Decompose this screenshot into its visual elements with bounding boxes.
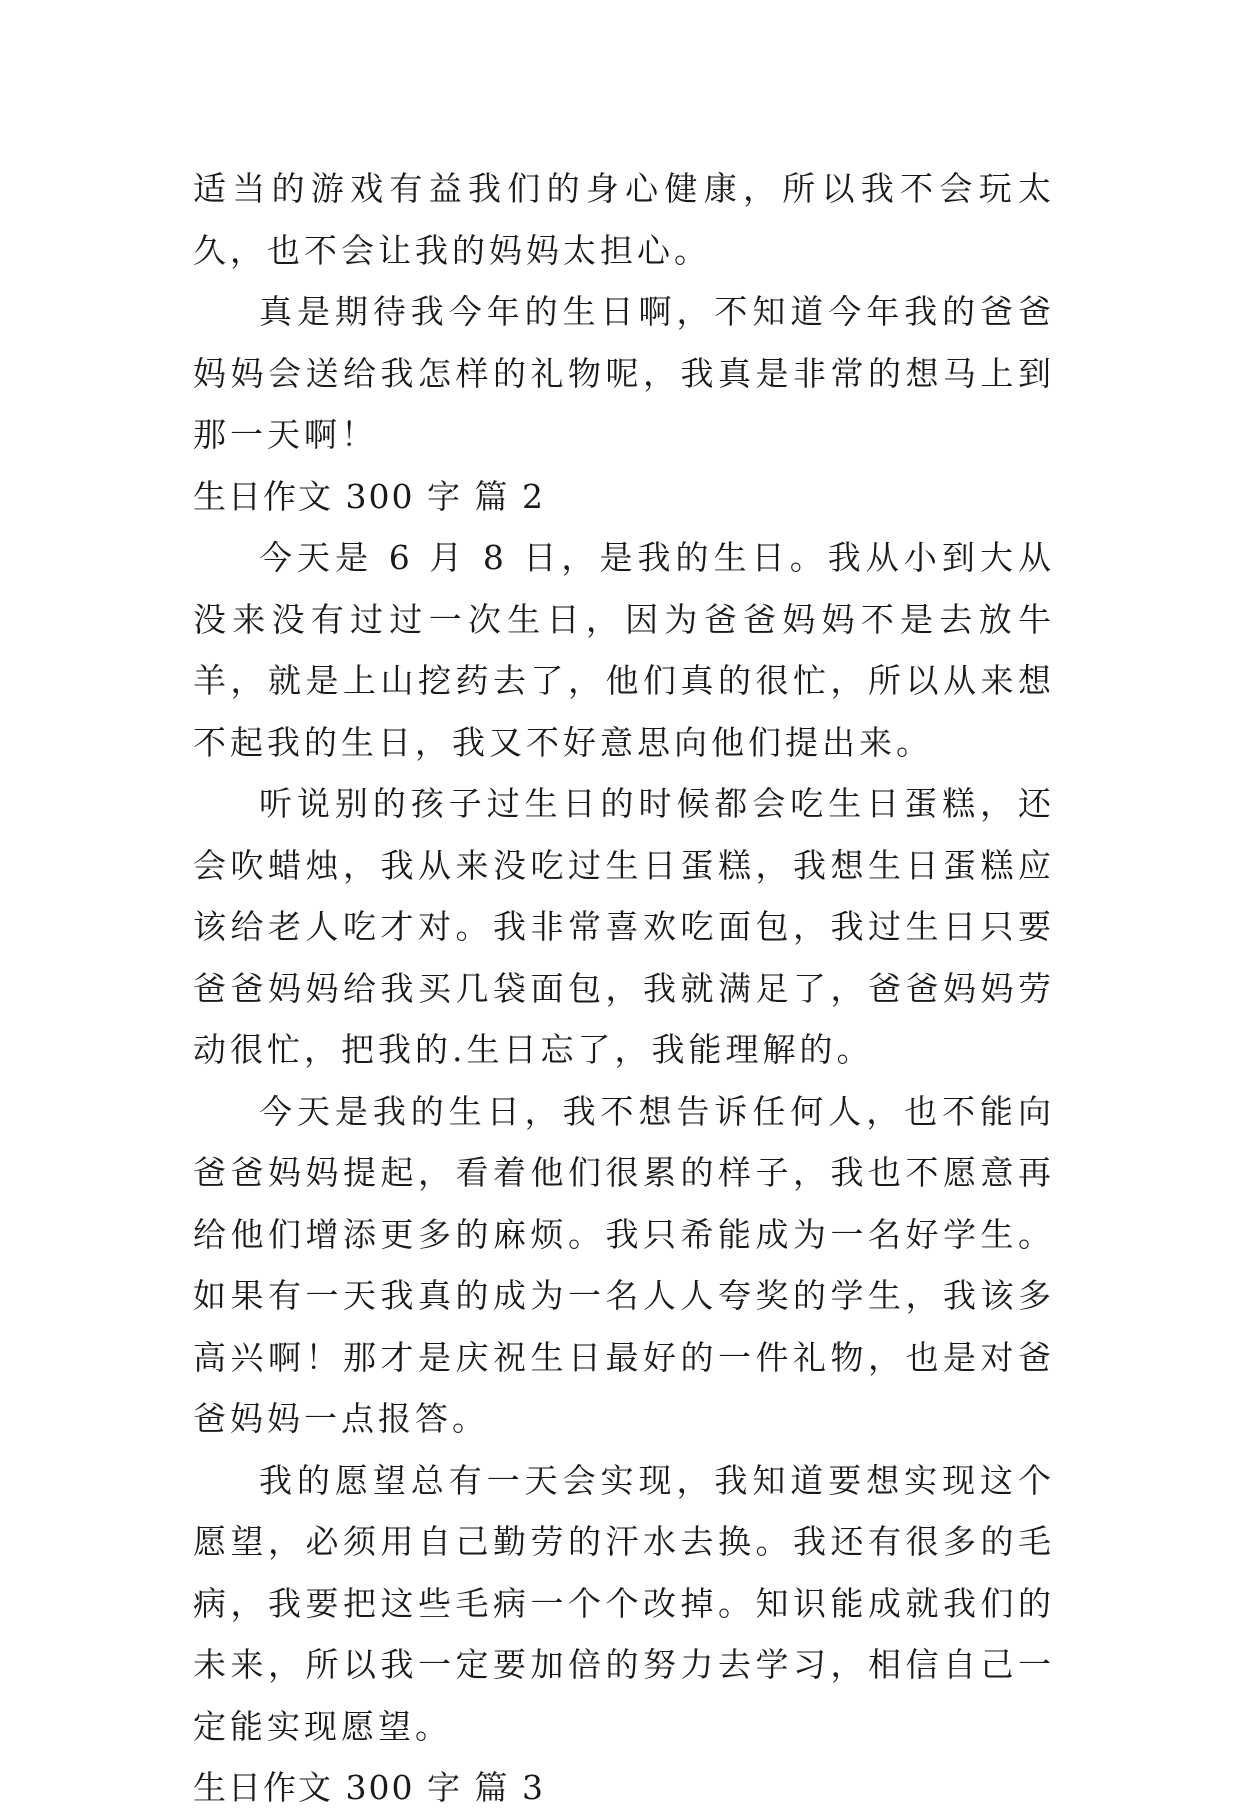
- paragraph-birthday-wish: 真是期待我今年的生日啊，不知道今年我的爸爸妈妈会送给我怎样的礼物呢，我真是非常的想马上到那一天啊！: [193, 292, 1055, 454]
- paragraph-game-health: 适当的游戏有益我们的身心健康，所以我不会玩太久，也不会让我的妈妈太担心。: [193, 169, 1055, 270]
- paragraph-june-eighth: 今天是 6 月 8 日，是我的生日。我从小到大从没来没有过过一次生日，因为爸爸妈妈不是去放牛羊，就是上山挖药去了，他们真的很忙，所以从来想不起我的生日，我又不好意思向他们提出来。: [193, 538, 1055, 762]
- document-body: [193, 158, 1055, 1819]
- paragraph-wish-come-true: 我的愿望总有一天会实现，我知道要想实现这个愿望，必须用自己勤劳的汗水去换。我还有很多的毛病，我要把这些毛病一个个改掉。知识能成就我们的未来，所以我一定要加倍的努力去学习，相信自己一定能实现愿望。: [193, 1460, 1055, 1746]
- paragraph-birthday-cake: 听说别的孩子过生日的时候都会吃生日蛋糕，还会吹蜡烛，我从来没吃过生日蛋糕，我想生日蛋糕应该给老人吃才对。我非常喜欢吃面包，我过生日只要爸爸妈妈给我买几袋面包，我就满足了，爸爸妈妈劳动很忙，把我的.生日忘了，我能理解的。: [193, 784, 1055, 1069]
- section-heading-3: 生日作文 300 字 篇 3: [193, 1768, 545, 1807]
- paragraph-good-student: 今天是我的生日，我不想告诉任何人，也不能向爸爸妈妈提起，看着他们很累的样子，我也不愿意再给他们增添更多的麻烦。我只希能成为一名好学生。如果有一天我真的成为一名人人夸奖的学生，我该多高兴啊！那才是庆祝生日最好的一件礼物，也是对爸爸妈妈一点报答。: [193, 1091, 1055, 1438]
- section-heading-2: 生日作文 300 字 篇 2: [193, 476, 545, 516]
